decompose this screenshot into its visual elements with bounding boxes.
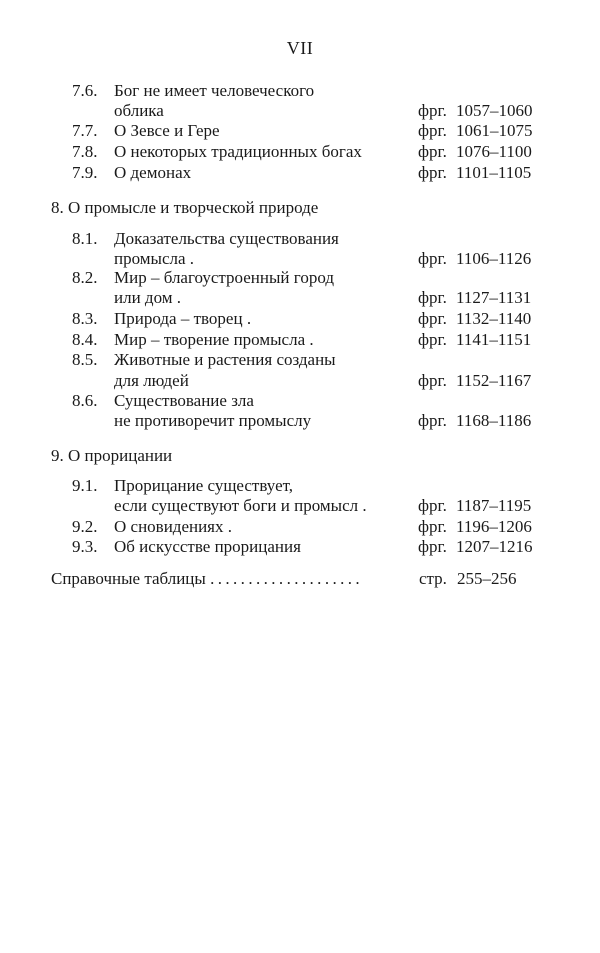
entry-ref <box>418 162 531 183</box>
entry-ref <box>418 329 531 350</box>
entry-number: 7.6. <box>72 81 98 100</box>
entry-ref <box>418 248 531 269</box>
ref-label: фрг. <box>418 517 447 536</box>
ref-range: 255–256 <box>457 569 517 588</box>
entry-title: Справочные таблицы <box>51 569 206 588</box>
entry-title: Животные и растения созданы <box>114 350 336 369</box>
page-number: VII <box>286 38 314 58</box>
entry-title: Об искусстве прорицания <box>114 537 301 556</box>
ref-label: фрг. <box>418 496 447 515</box>
entry-number: 7.7. <box>72 121 98 140</box>
ref-range: 1101–1105 <box>456 163 532 182</box>
entry-number: 9.1. <box>72 476 98 495</box>
entry-ref <box>418 536 533 557</box>
ref-label: фрг. <box>418 288 447 307</box>
ref-range: 1127–1131 <box>456 288 532 307</box>
ref-range: 1141–1151 <box>456 330 532 349</box>
ref-label: фрг. <box>418 411 447 430</box>
entry-number: 8.4. <box>72 330 98 349</box>
ref-range: 1207–1216 <box>456 537 533 556</box>
ref-range: 1132–1140 <box>456 309 532 328</box>
entry-ref <box>418 120 533 141</box>
entry-number: 7.8. <box>72 142 98 161</box>
entry-ref <box>418 410 531 431</box>
entry-title-continued: не противоречит промыслу <box>114 411 312 430</box>
section-heading-8[interactable]: 8. О промысле и творческой природе <box>51 198 319 217</box>
entry-title: Бог не имеет человеческого <box>114 81 315 100</box>
entry-title: О сновидениях . <box>114 517 233 536</box>
entry-title-continued: или дом . <box>114 288 182 307</box>
entry-title: Природа – творец . <box>114 309 252 328</box>
ref-range: 1061–1075 <box>456 121 533 140</box>
entry-title: О некоторых традиционных богах <box>114 142 362 161</box>
entry-number: 8.3. <box>72 309 98 328</box>
entry-title: Доказательства существования <box>114 229 339 248</box>
entry-title: Мир – творение промысла . <box>114 330 314 349</box>
entry-number: 7.9. <box>72 163 98 182</box>
entry-title: О Зевсе и Гере <box>114 121 220 140</box>
dot-leader: .................... <box>210 569 364 588</box>
entry-number: 8.2. <box>72 268 98 287</box>
ref-label: фрг. <box>418 330 447 349</box>
entry-title: О демонах <box>114 163 192 182</box>
ref-label: фрг. <box>418 309 447 328</box>
ref-label: фрг. <box>418 142 447 161</box>
toc-entry-reference-tables[interactable] <box>51 568 541 589</box>
entry-ref <box>418 287 531 308</box>
ref-range: 1187–1195 <box>456 496 532 515</box>
entry-title: Мир – благоустроенный город <box>114 268 334 287</box>
entry-number: 8.5. <box>72 350 98 369</box>
entry-title-continued: если существуют боги и промысл . <box>114 496 367 515</box>
entry-number: 8.6. <box>72 391 98 410</box>
entry-title-continued: для людей <box>114 371 189 390</box>
entry-number: 9.3. <box>72 537 98 556</box>
ref-range: 1076–1100 <box>456 142 532 161</box>
entry-title-continued: промысла . <box>114 249 195 268</box>
entry-number: 9.2. <box>72 517 98 536</box>
ref-range: 1106–1126 <box>456 249 532 268</box>
entry-ref <box>418 308 531 329</box>
ref-label: фрг. <box>418 249 447 268</box>
entry-ref <box>418 370 531 391</box>
entry-number: 8.1. <box>72 229 98 248</box>
entry-title-continued: облика <box>114 101 164 120</box>
entry-title: Прорицание существует, <box>114 476 294 495</box>
ref-label: фрг. <box>418 537 447 556</box>
entry-ref <box>418 495 531 516</box>
entry-ref <box>418 516 532 537</box>
ref-label: фрг. <box>418 101 447 120</box>
ref-label: стр. <box>419 569 447 588</box>
section-heading-9[interactable]: 9. О прорицании <box>51 446 173 465</box>
ref-label: фрг. <box>418 371 447 390</box>
ref-label: фрг. <box>418 163 447 182</box>
entry-ref <box>418 141 532 162</box>
ref-range: 1168–1186 <box>456 411 532 430</box>
ref-label: фрг. <box>418 121 447 140</box>
ref-range: 1152–1167 <box>456 371 532 390</box>
ref-range: 1196–1206 <box>456 517 532 536</box>
ref-range: 1057–1060 <box>456 101 533 120</box>
entry-ref <box>419 568 517 589</box>
entry-ref <box>418 100 533 121</box>
entry-title: Существование зла <box>114 391 254 410</box>
